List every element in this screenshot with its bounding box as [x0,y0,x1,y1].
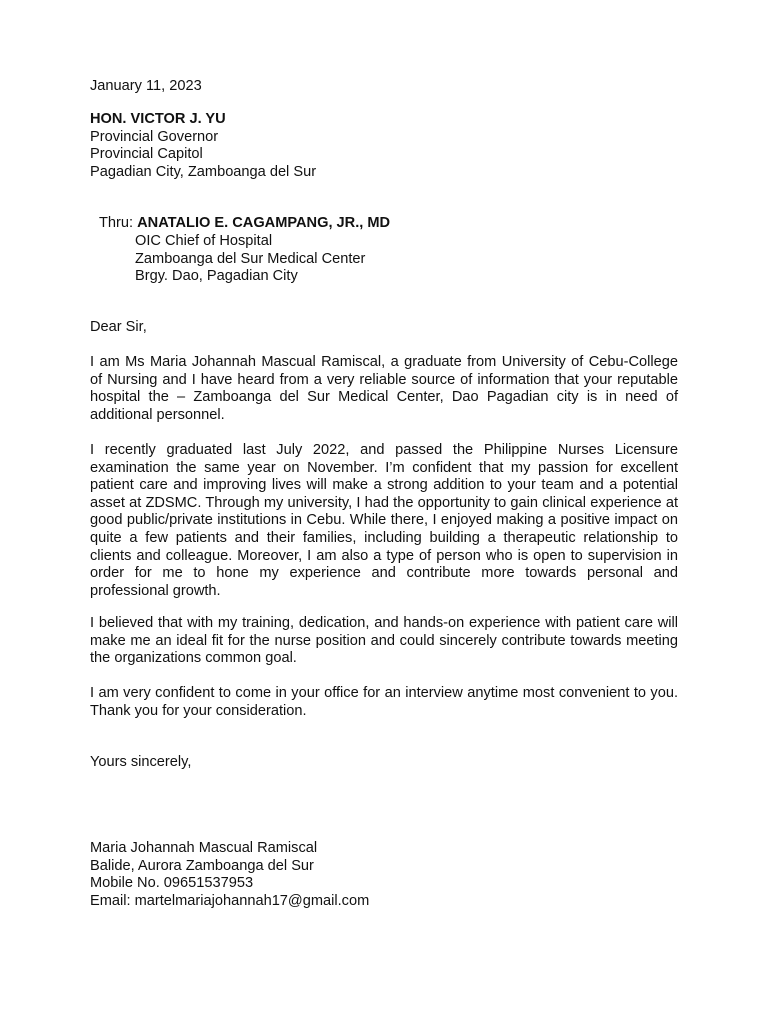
paragraph-2: I recently graduated last July 2022, and passed the Philippine Nurses Licensure examination the same year on November. I’m confident that my passion for excellent patient care and improving lives will make a strong addition to your team and a potential asset at ZDSMC. Through my university, I had the opportunity to gain clinical experience at good public/private institutions in Cebu. While there, I enjoyed making a positive impact on quite a few patients and their families, including building a therapeutic relationship to clients and colleague. Moreover, I am also a type of person who is open to supervision in order for me to hone my experience and contribute more towards personal and professional growth. [90,442,678,599]
thru-title: OIC Chief of Hospital [135,233,273,249]
recipient-title: Provincial Governor [90,128,219,145]
letter-date-block [90,78,678,96]
recipient-office: Provincial Capitol [90,146,203,163]
closing: Yours sincerely, [90,754,192,770]
salutation: Dear Sir, [90,319,147,335]
sender-mobile: Mobile No. 09651537953 [90,875,254,892]
thru-name: ANATALIO E. CAGAMPANG, JR., MD [137,215,391,231]
letter-date: January 11, 2023 [90,78,202,94]
recipient-address: Pagadian City, Zamboanga del Sur [90,163,317,180]
recipient-name: HON. VICTOR J. YU [90,111,226,127]
sender-block [90,840,678,910]
thru-line [99,215,679,233]
thru-prefix: Thru: [99,215,134,231]
sender-address: Balide, Aurora Zamboanga del Sur [90,857,314,874]
salutation-block [90,319,678,337]
sender-name: Maria Johannah Mascual Ramiscal [90,840,318,856]
closing-block [90,754,678,772]
paragraph-1: I am Ms Maria Johannah Mascual Ramiscal, a graduate from University of Cebu-College of Nursing and I have heard from a very reliable source of information that your reputable hospital the – Zamboanga del Sur Medical Center, Dao Pagadian city is in need of additional personnel. [90,354,678,423]
paragraph-4: I am very confident to come in your office for an interview anytime most convenient to you. Thank you for your consideration. [90,685,678,719]
recipient-block [90,111,678,181]
paragraph-3: I believed that with my training, dedication, and hands-on experience with patient care will make me an ideal fit for the nurse position and could sincerely contribute towards meeting the organizations common goal. [90,615,678,667]
thru-details [135,233,365,286]
sender-email: Email: martelmariajohannah17@gmail.com [90,892,370,909]
thru-address: Brgy. Dao, Pagadian City [135,268,298,285]
thru-office: Zamboanga del Sur Medical Center [135,250,366,267]
